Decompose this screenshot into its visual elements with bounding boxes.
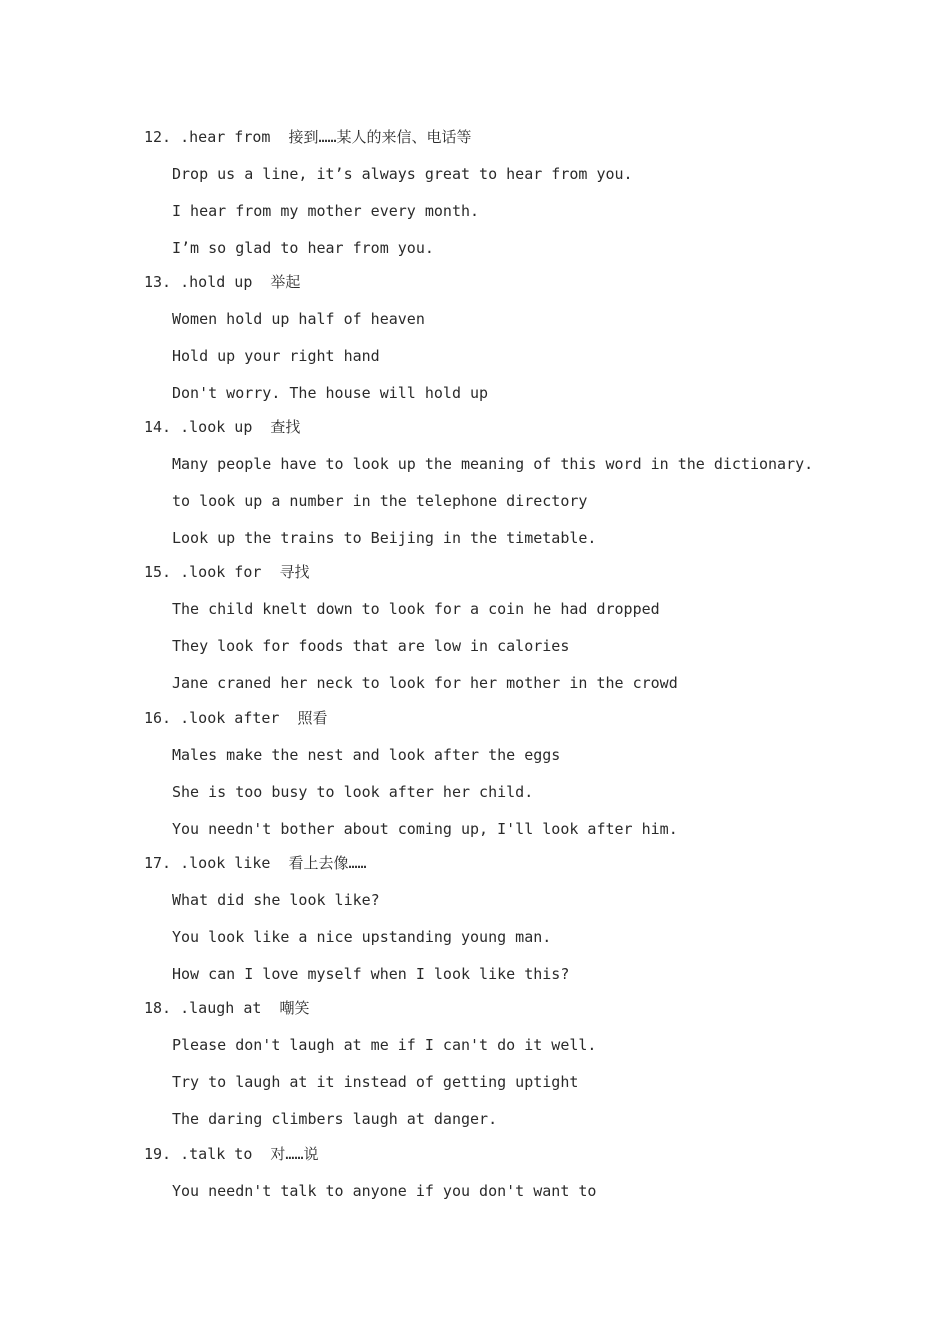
example-sentence: Don't worry. The house will hold up (172, 384, 489, 402)
example-sentence: Women hold up half of heaven (172, 310, 425, 328)
example-sentence: Try to laugh at it instead of getting uptight (172, 1073, 579, 1091)
example-sentence: You needn't bother about coming up, I'll look after him. (172, 820, 678, 838)
phrase-heading: 15. .look for 寻找 (144, 563, 310, 581)
example-sentence: Drop us a line, it’s always great to hear from you. (172, 165, 633, 183)
phrase-heading: 12. .hear from 接到……某人的来信、电话等 (144, 128, 472, 146)
example-sentence: Hold up your right hand (172, 347, 380, 365)
example-sentence: I’m so glad to hear from you. (172, 239, 434, 257)
example-sentence: They look for foods that are low in calories (172, 637, 570, 655)
phrase-heading: 14. .look up 查找 (144, 418, 301, 436)
example-sentence: She is too busy to look after her child. (172, 783, 534, 801)
example-sentence: Males make the nest and look after the eggs (172, 746, 561, 764)
example-sentence: Many people have to look up the meaning of this word in the dictionary. (172, 455, 814, 473)
example-sentence: You needn't talk to anyone if you don't want to (172, 1182, 597, 1200)
phrase-heading: 13. .hold up 举起 (144, 273, 301, 291)
example-sentence: The daring climbers laugh at danger. (172, 1110, 498, 1128)
example-sentence: The child knelt down to look for a coin he had dropped (172, 600, 660, 618)
phrase-heading: 19. .talk to 对……说 (144, 1145, 319, 1163)
example-sentence: Please don't laugh at me if I can't do it well. (172, 1036, 597, 1054)
example-sentence: Jane craned her neck to look for her mother in the crowd (172, 674, 678, 692)
example-sentence: Look up the trains to Beijing in the timetable. (172, 529, 597, 547)
example-sentence: I hear from my mother every month. (172, 202, 480, 220)
phrase-heading: 18. .laugh at 嘲笑 (144, 999, 310, 1017)
example-sentence: What did she look like? (172, 891, 380, 909)
example-sentence: How can I love myself when I look like this? (172, 965, 570, 983)
phrase-heading: 17. .look like 看上去像…… (144, 854, 367, 872)
example-sentence: You look like a nice upstanding young man. (172, 928, 552, 946)
phrase-heading: 16. .look after 照看 (144, 709, 328, 727)
example-sentence: to look up a number in the telephone directory (172, 492, 588, 510)
